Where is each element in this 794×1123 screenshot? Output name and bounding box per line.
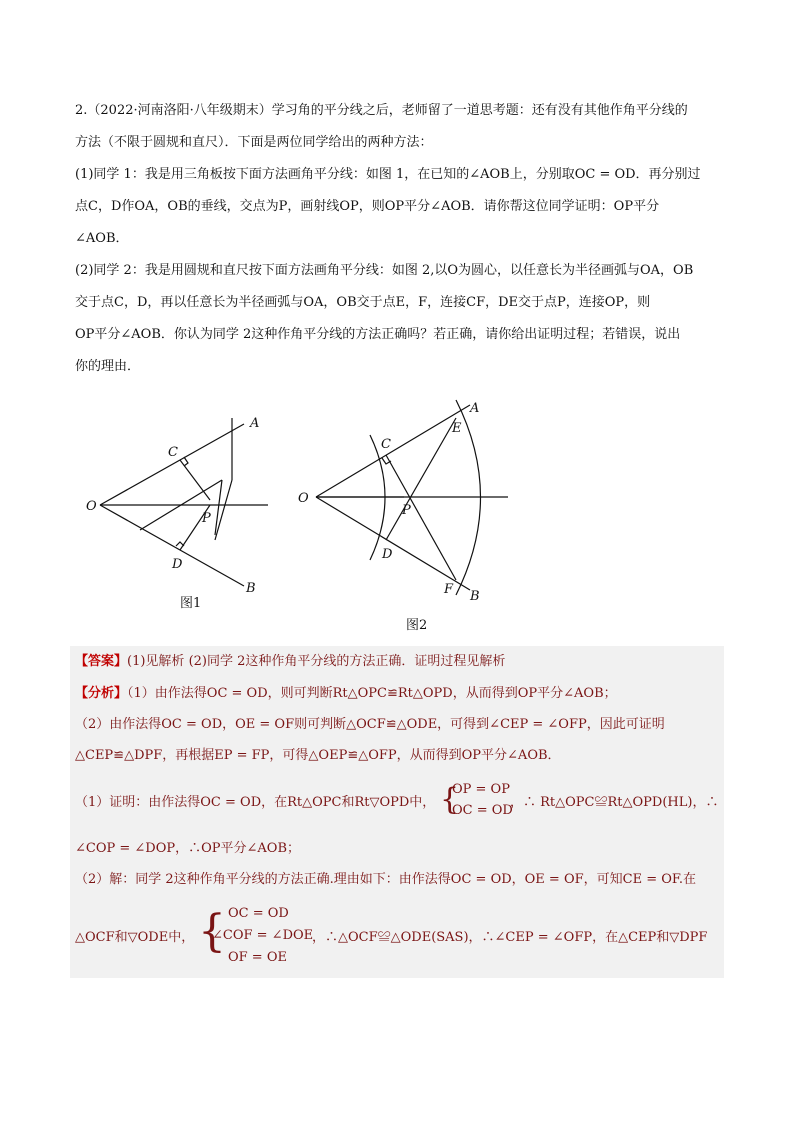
fig1-label-a: A — [250, 416, 260, 431]
segment-cf — [386, 455, 456, 580]
analysis-line-2: （2）由作法得OC = OD，OE = OF则可判断△OCF≌△ODE，可得到∠CEP = ∠OFP，因此可证明 — [75, 717, 665, 732]
fig2-label-c: C — [381, 437, 391, 452]
proof2-brace-1: OC = OD — [228, 906, 289, 921]
proof1-intro: （1）证明：由作法得OC = OD，在Rt△OPC和Rt▽OPD中， — [75, 795, 436, 810]
question-line-3: (1)同学 1：我是用三角板按下面方法画角平分线：如图 1，在已知的∠AOB上，分别取OC = OD．再分别过 — [75, 167, 701, 182]
answer-tag: 【答案】 — [75, 654, 128, 669]
proof2-brace-2: ∠COF = ∠DOE — [212, 928, 314, 943]
fig2-label-a: A — [470, 401, 480, 416]
setsquare-edge-2 — [140, 480, 222, 530]
fig1-label-d: D — [172, 557, 183, 572]
question-line-2: 方法（不限于圆规和直尺）．下面是两位同学给出的两种方法： — [75, 135, 433, 150]
proof2-pre: △OCF和▽ODE中， — [75, 930, 195, 945]
proof1-brace: { — [440, 782, 460, 817]
arc-cd — [370, 435, 385, 560]
question-line-1: 2.（2022·河南洛阳·八年级期末）学习角的平分线之后，老师留了一道思考题：还有没有其他作角平分线的 — [75, 103, 688, 118]
question-line-8: OP平分∠AOB．你认为同学 2这种作角平分线的方法正确吗？若正确，请你给出证明过程；若错误，说出 — [75, 327, 681, 342]
ray-oa — [100, 424, 244, 505]
fig1-label-p: P — [202, 511, 211, 526]
analysis-line-3: △CEP≌△DPF，再根据EP = FP，可得△OEP≌△OFP，从而得到OP平分∠AOB． — [75, 748, 561, 763]
proof2-after: ，∴△OCF≌△ODE(SAS)，∴∠CEP = ∠OFP，在△CEP和▽DPF — [312, 930, 708, 945]
right-angle-c — [382, 458, 391, 464]
answer-text: (1)见解析 (2)同学 2这种作角平分线的方法正确．证明过程见解析 — [127, 654, 506, 669]
fig2-label-e: E — [452, 421, 462, 436]
proof2-intro: （2）解：同学 2这种作角平分线的方法正确.理由如下：由作法得OC = OD，OE = OF，可知CE = OF.在 — [75, 872, 697, 887]
perpendicular-d — [180, 505, 210, 550]
analysis-line-1 — [75, 686, 617, 702]
analysis-text-1: （1）由作法得OC = OD，则可判断Rt△OPC≌Rt△OPD，从而得到OP平分∠AOB； — [127, 686, 617, 701]
figure-1-caption: 图1 — [180, 596, 202, 611]
fig1-label-o: O — [86, 499, 97, 514]
analysis-tag: 【分析】 — [75, 686, 128, 701]
question-line-9: 你的理由． — [75, 359, 141, 374]
ray-ob — [100, 505, 244, 586]
setsquare-edge-4 — [215, 480, 232, 540]
question-line-5: ∠AOB． — [75, 231, 129, 246]
right-angle-d — [176, 542, 184, 546]
fig2-label-d: D — [382, 547, 393, 562]
ray-oa — [316, 405, 470, 497]
question-line-6: (2)同学 2：我是用圆规和直尺按下面方法画角平分线：如图 2,以O为圆心，以任意长为半径画弧与OA，OB — [75, 263, 694, 278]
fig2-label-p: P — [402, 503, 411, 518]
ray-ob — [316, 497, 470, 590]
proof1-brace-top: OP = OP — [452, 782, 510, 797]
question-line-7: 交于点C，D，再以任意长为半径画弧与OA，OB交于点E，F，连接CF，DE交于点P，连接OP，则 — [75, 295, 651, 310]
setsquare-edge-3 — [215, 480, 222, 535]
answer-line — [75, 654, 505, 670]
fig2-label-f: F — [444, 582, 454, 597]
fig1-label-c: C — [168, 445, 178, 460]
proof1-conclusion: ∠COP = ∠DOP，∴OP平分∠AOB； — [75, 841, 301, 856]
perpendicular-c — [180, 460, 210, 500]
segment-de — [386, 418, 456, 540]
proof2-brace: { — [198, 906, 226, 957]
proof1-after: ，∴ Rt△OPC≌Rt△OPD(HL)，∴ — [510, 795, 719, 810]
question-line-4: 点C，D作OA，OB的垂线，交点为P，画射线OP，则OP平分∠AOB．请你帮这位同学证明：OP平分 — [75, 199, 660, 214]
figure-2-caption: 图2 — [406, 618, 428, 633]
right-angle-c — [184, 457, 188, 466]
fig2-label-o: O — [298, 491, 309, 506]
fig2-label-b: B — [470, 589, 480, 604]
fig1-label-b: B — [246, 581, 256, 596]
proof2-brace-3: OF = OE — [228, 950, 287, 965]
proof1-brace-bottom: OC = OD — [452, 803, 513, 818]
arc-ef — [456, 400, 481, 595]
